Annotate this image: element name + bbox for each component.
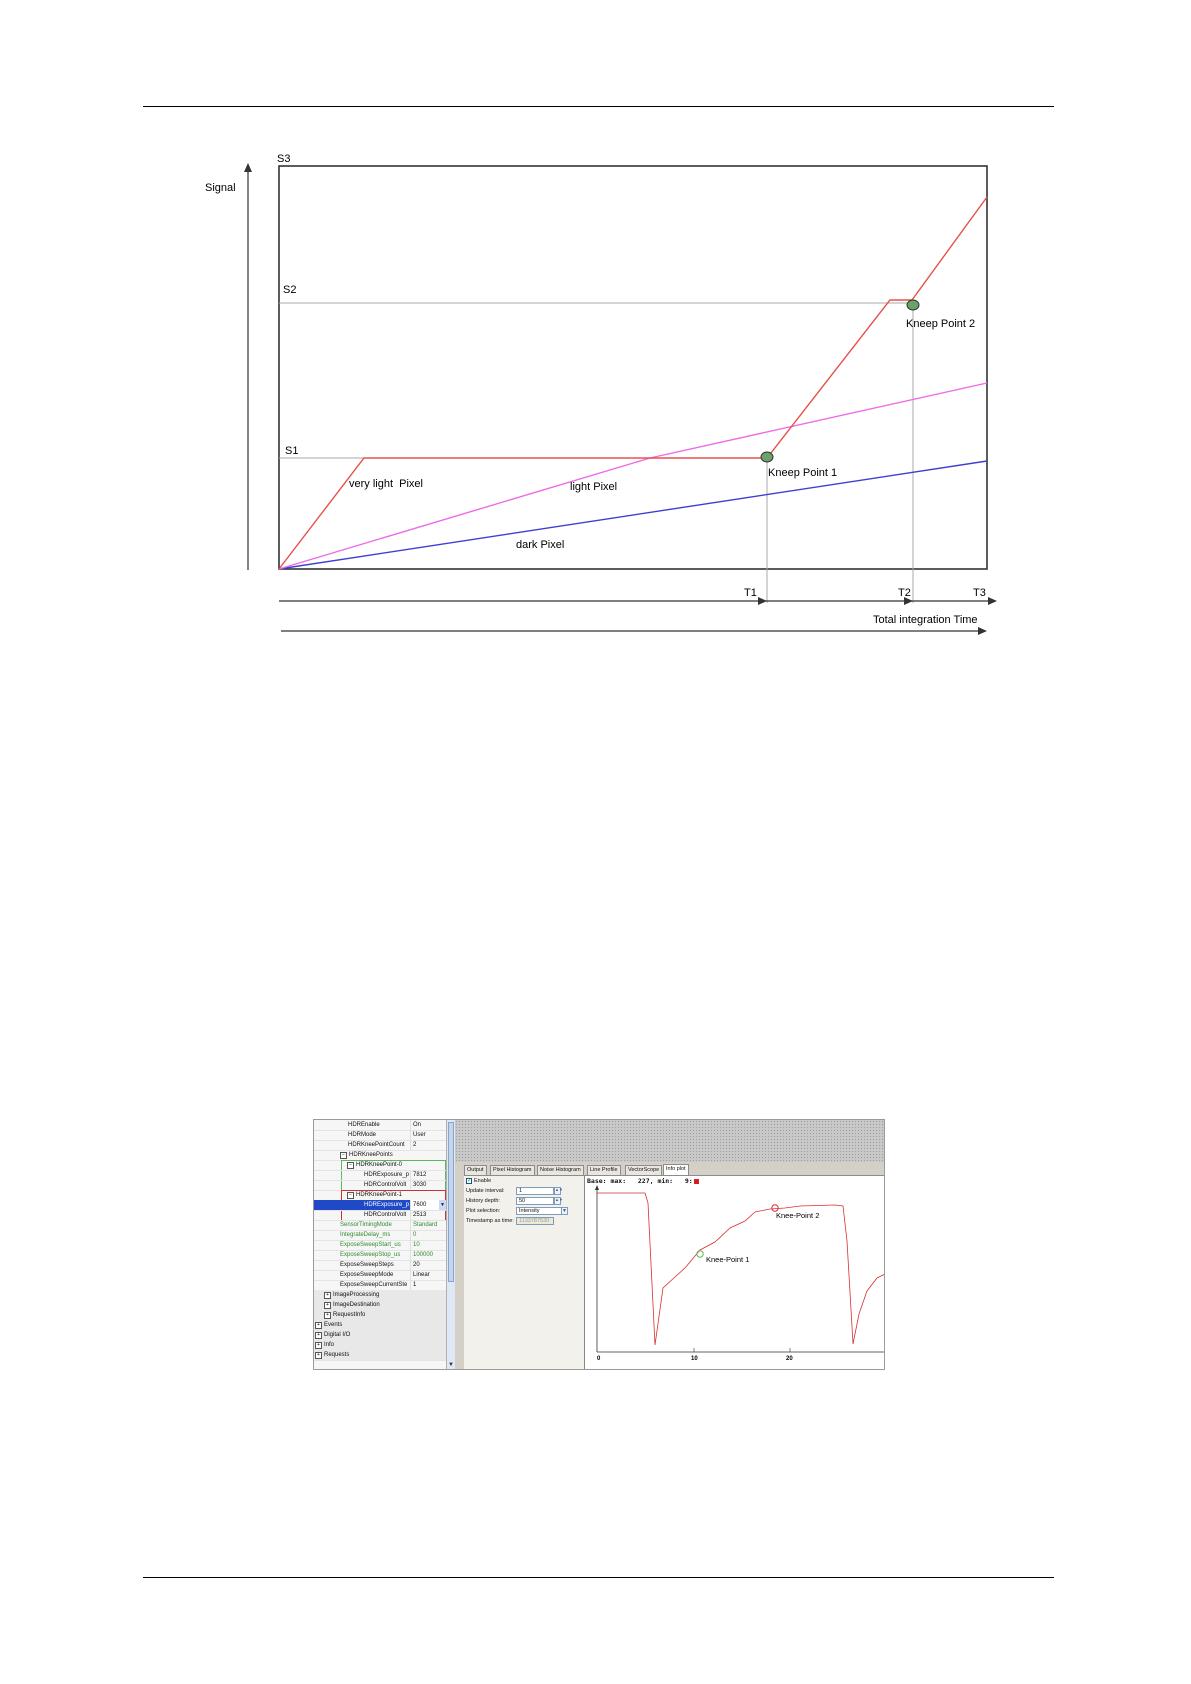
tab-vectorscope[interactable]: VectorScope <box>625 1165 662 1175</box>
tree-value-dropdown[interactable]: 7600 <box>410 1200 449 1210</box>
tab-output[interactable]: Output <box>464 1165 487 1175</box>
collapse-icon[interactable]: − <box>347 1162 354 1169</box>
tree-key: HDRControlVolt <box>364 1182 407 1188</box>
tree-key: ImageProcessing <box>333 1292 380 1298</box>
tab-line-profile[interactable]: Line Profile <box>587 1165 621 1175</box>
timestamp-input[interactable]: 1133787530 <box>516 1217 554 1225</box>
x-tick-label: 0 <box>597 1356 601 1362</box>
property-tree <box>314 1120 455 1369</box>
history-depth-label: History depth: <box>466 1198 500 1204</box>
level-s1: S1 <box>285 445 299 457</box>
tree-value[interactable]: 1 <box>410 1280 449 1290</box>
tree-key: HDRControlVolt <box>364 1212 407 1218</box>
tree-key: ExposeSweepMode <box>340 1272 394 1278</box>
tree-key: ExposeSweepSteps <box>340 1262 394 1268</box>
tree-key: HDRKneePoint-0 <box>356 1162 403 1168</box>
info-plot-panel <box>464 1175 884 1370</box>
tab-info-plot[interactable]: Info plot <box>663 1164 689 1175</box>
tree-value[interactable]: Standard <box>410 1220 449 1230</box>
label-knee-point-2: Kneep Point 2 <box>906 318 976 330</box>
signal-axis-arrowhead <box>244 163 252 172</box>
expand-icon[interactable]: + <box>324 1292 331 1299</box>
signal-axis-label: Signal <box>205 182 236 194</box>
tree-scrollbar[interactable] <box>446 1120 455 1369</box>
info-plot-area <box>584 1176 885 1370</box>
tree-key: HDREnable <box>348 1122 380 1128</box>
knee-point-2-marker <box>907 300 919 310</box>
chevron-down-icon[interactable]: ▼ <box>562 1208 567 1214</box>
history-depth-input[interactable]: 50 <box>516 1197 554 1205</box>
knee-point-2-plot-label: Knee-Point 2 <box>776 1211 820 1220</box>
tree-key: HDRMode <box>348 1132 377 1138</box>
tree-key: Info <box>324 1342 335 1348</box>
label-very-light-pixel: very light Pixel <box>349 478 423 490</box>
tree-value[interactable]: 0 <box>410 1230 449 1240</box>
knee-point-1-plot-marker <box>697 1251 703 1257</box>
tree-value[interactable]: 10 <box>410 1240 449 1250</box>
tree-key: Events <box>324 1322 343 1328</box>
history-depth-spinner[interactable]: ▲▼ <box>554 1197 561 1205</box>
hdr-signal-diagram <box>0 0 1191 680</box>
x-tick-label: 10 <box>691 1356 698 1362</box>
intensity-series <box>597 1193 885 1345</box>
tree-key: Digital I/O <box>324 1332 351 1338</box>
plot-header-text: Base: max: 227, min: 9: <box>587 1177 693 1185</box>
tree-value[interactable]: 2513 <box>410 1210 449 1220</box>
collapse-icon[interactable]: − <box>347 1192 354 1199</box>
curve-very-light-pixel <box>279 197 987 569</box>
tree-value[interactable]: 3030 <box>410 1180 449 1190</box>
intensity-plot <box>585 1176 885 1370</box>
total-time-label: Total integration Time <box>873 614 978 626</box>
tab-noise-histogram[interactable]: Noise Histogram <box>537 1165 584 1175</box>
plot-selection-label: Plot selection: <box>466 1208 501 1214</box>
collapse-icon[interactable]: − <box>340 1152 347 1159</box>
tree-key: ExposeSweepStart_us <box>340 1242 401 1248</box>
update-interval-spinner[interactable]: ▲▼ <box>554 1187 561 1195</box>
diagram-frame <box>279 166 987 569</box>
tree-value[interactable]: Linear <box>410 1270 449 1280</box>
tab-pixel-histogram[interactable]: Pixel Histogram <box>490 1165 535 1175</box>
scroll-down-icon[interactable]: ▼ <box>448 1362 454 1368</box>
label-light-pixel: light Pixel <box>570 481 618 493</box>
expand-icon[interactable]: + <box>324 1312 331 1319</box>
update-interval-input[interactable]: 1 <box>516 1187 554 1195</box>
tree-key: ExposeSweepCurrentSte <box>340 1282 408 1288</box>
tree-key: SensorTimingMode <box>340 1222 392 1228</box>
expand-icon[interactable]: + <box>324 1302 331 1309</box>
enable-checkbox[interactable]: ✓ <box>467 1178 473 1184</box>
expand-icon[interactable]: + <box>315 1332 322 1339</box>
dropdown-arrow-icon[interactable]: ▼ <box>440 1202 445 1208</box>
tree-value[interactable]: 2 <box>410 1140 449 1150</box>
label-dark-pixel: dark Pixel <box>516 539 565 551</box>
expand-icon[interactable]: + <box>315 1352 322 1359</box>
footer-rule <box>143 1577 1054 1578</box>
tree-value[interactable]: 100000 <box>410 1250 449 1260</box>
time-mark-t3: T3 <box>973 587 986 599</box>
plot-y-axis-arrow <box>595 1185 599 1190</box>
label-knee-point-1: Kneep Point 1 <box>768 467 838 479</box>
tree-key: HDRExposure_p <box>364 1202 410 1208</box>
tree-key: Requests <box>324 1352 350 1358</box>
software-screenshot <box>313 1119 885 1370</box>
tree-key: ExposeSweepStop_us <box>340 1252 401 1258</box>
tree-key: HDRExposure_p <box>364 1172 410 1178</box>
enable-label: Enable <box>474 1178 492 1184</box>
curve-light-pixel <box>279 383 987 569</box>
expand-icon[interactable]: + <box>315 1342 322 1349</box>
t1-arrowhead <box>758 597 767 605</box>
time-mark-t1: T1 <box>744 587 757 599</box>
tree-value[interactable]: 7812 <box>410 1170 449 1180</box>
tree-key: ImageDestination <box>333 1302 380 1308</box>
tree-row[interactable] <box>314 1350 446 1361</box>
knee-point-1-marker <box>761 452 773 462</box>
tree-value[interactable]: User <box>410 1130 449 1140</box>
expand-icon[interactable]: + <box>315 1322 322 1329</box>
tree-key: RequestInfo <box>333 1312 366 1318</box>
tree-key: HDRKneePoints <box>349 1152 393 1158</box>
scroll-thumb[interactable] <box>448 1122 454 1282</box>
tree-key: HDRKneePoint-1 <box>356 1192 403 1198</box>
total-time-arrowhead <box>978 627 987 635</box>
tree-value[interactable]: On <box>410 1120 449 1130</box>
x-tick-label: 20 <box>786 1356 793 1362</box>
tree-value[interactable]: 20 <box>410 1260 449 1270</box>
t3-arrowhead <box>988 597 997 605</box>
tree-key: IntegrateDelay_ms <box>340 1232 391 1238</box>
plot-selection-select[interactable]: Intensity <box>516 1207 562 1215</box>
image-display-area <box>455 1120 885 1162</box>
time-mark-t2: T2 <box>898 587 911 599</box>
timestamp-label: Timestamp as time: <box>466 1218 514 1224</box>
update-interval-label: Update interval: <box>466 1188 505 1194</box>
knee-point-1-plot-label: Knee-Point 1 <box>706 1255 750 1264</box>
level-s2: S2 <box>283 284 297 296</box>
level-s3: S3 <box>277 153 291 165</box>
tree-key: HDRKneePointCount <box>348 1142 405 1148</box>
